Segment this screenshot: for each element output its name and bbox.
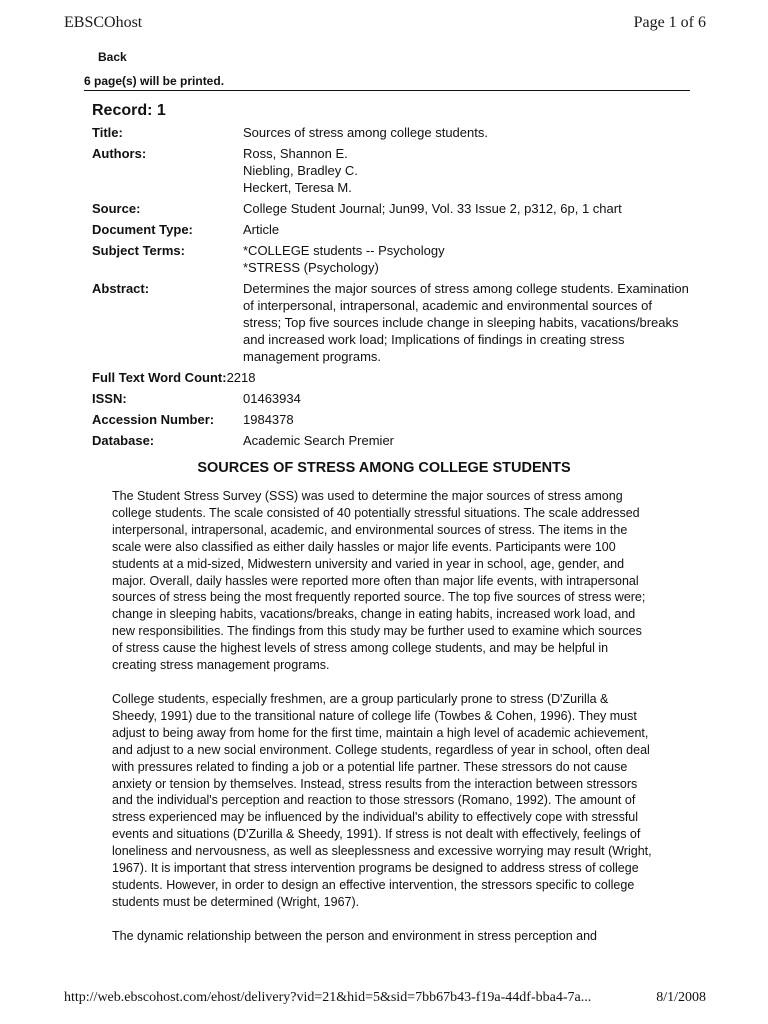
subjects-label: Subject Terms: <box>92 243 185 258</box>
record-metadata <box>92 124 692 453</box>
database-label: Database: <box>92 433 155 448</box>
article-title: SOURCES OF STRESS AMONG COLLEGE STUDENTS <box>197 460 571 476</box>
meta-row-source <box>92 200 692 217</box>
source-value: College Student Journal; Jun99, Vol. 33 Issue 2, p312, 6p, 1 chart <box>243 201 622 216</box>
source-label: Source: <box>92 201 141 216</box>
print-header <box>64 14 706 36</box>
title-label: Title: <box>92 125 123 140</box>
subject-term: *COLLEGE students -- Psychology <box>243 243 445 258</box>
wordcount-value: 2218 <box>226 370 256 385</box>
meta-row-abstract <box>92 280 692 365</box>
wordcount-label: Full Text Word Count: <box>92 370 227 385</box>
print-note: 6 page(s) will be printed. <box>84 74 690 91</box>
footer-url: http://web.ebscohost.com/ehost/delivery?vid=21&hid=5&sid=7bb67b43-f19a-44df-bba4-7a... <box>64 990 592 1005</box>
article-paragraph: College students, especially freshmen, are a group particularly prone to stress (D'Zurilla & Sheedy, 1991) due to the transitional nature of college life (Towbes & Cohen, 1996). They must adjust to being away from home for the first time, maintain a high level of academic achievement, and adjust to a new social environment. College students, regardless of year in school, often deal with pressures related to finding a job or a potential life partner. These stressors do not cause anxiety or tension by themselves. Instead, stress results from the interaction between stressors and the individual's perception and reaction to those stressors (Romano, 1992). The amount of stress experienced may be influenced by the individual's ability to effectively cope with stressful events and situations (D'Zurilla & Sheedy, 1991). If stress is not dealt with effectively, feelings of loneliness and nervousness, as well as sleeplessness and excessive worrying may result (Wright, 1967). It is important that stress intervention programs be designed to address stress of college students. However, in order to design an effective intervention, the stressors specific to college students must be determined (Wright, 1967). <box>112 691 652 909</box>
author: Niebling, Bradley C. <box>243 163 358 178</box>
meta-row-issn <box>92 390 692 407</box>
meta-row-authors <box>92 145 692 196</box>
accession-value: 1984378 <box>243 412 294 427</box>
article-paragraph: The Student Stress Survey (SSS) was used to determine the major sources of stress among college students. The scale consisted of 40 potentially stressful situations. The scale addressed interpersonal, intrapersonal, academic, and environmental sources of stress. The items in the scale were also classified as either daily hassles or major life events. Participants were 100 students at a mid-sized, Midwestern university and varied in year in school, age, gender, and major. Overall, daily hassles were reported more often than major life events, with intrapersonal sources of stress being the most frequently reported source. The top five sources of stress were; change in sleeping habits, vacations/breaks, change in eating habits, increased work load, and new responsibilities. The findings from this study may be further used to examine which sources of stress cause the highest levels of stress among college students, and may be helpful in creating stress management programs. <box>112 489 646 673</box>
article-body <box>112 488 652 962</box>
article-paragraph: The dynamic relationship between the person and environment in stress perception and <box>112 928 598 943</box>
author: Heckert, Teresa M. <box>243 180 352 195</box>
print-footer <box>64 990 706 1010</box>
accession-label: Accession Number: <box>92 412 215 427</box>
meta-row-doctype <box>92 221 692 238</box>
subject-term: *STRESS (Psychology) <box>243 260 379 275</box>
database-value: Academic Search Premier <box>243 433 394 448</box>
doctype-label: Document Type: <box>92 222 193 237</box>
page-indicator: Page 1 of 6 <box>633 14 706 31</box>
authors-label: Authors: <box>92 146 147 161</box>
app-name: EBSCOhost <box>64 14 143 31</box>
issn-label: ISSN: <box>92 391 127 406</box>
abstract-label: Abstract: <box>92 281 150 296</box>
record-heading: Record: 1 <box>92 102 166 119</box>
author: Ross, Shannon E. <box>243 146 348 161</box>
meta-row-subjects <box>92 242 692 276</box>
subjects-list <box>243 242 692 276</box>
meta-row-wordcount <box>92 369 692 386</box>
back-link[interactable]: Back <box>98 50 127 64</box>
doctype-value: Article <box>243 222 280 237</box>
authors-list <box>243 145 692 196</box>
abstract-value: Determines the major sources of stress among college students. Examination of interpersonal, intrapersonal, academic and environmental sources of stress; Top five sources include change in sleeping habits, vacations/breaks and increased work load; Implications of findings in creating stress management programs. <box>243 281 689 364</box>
footer-date: 8/1/2008 <box>656 990 706 1005</box>
meta-row-database <box>92 432 692 449</box>
title-value: Sources of stress among college students. <box>243 125 488 140</box>
issn-value: 01463934 <box>243 391 301 406</box>
meta-row-title <box>92 124 692 141</box>
meta-row-accession <box>92 411 692 428</box>
